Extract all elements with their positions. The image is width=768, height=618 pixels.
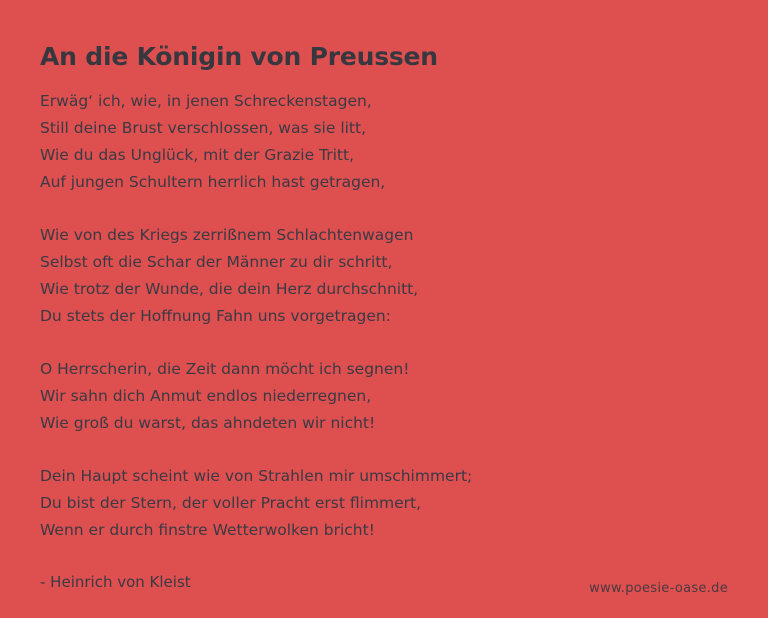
poem-line: Erwäg‘ ich, wie, in jenen Schreckenstagen,: [40, 92, 372, 110]
stanza-4: [40, 463, 728, 544]
stanza-3: [40, 356, 728, 437]
poem-line: Du bist der Stern, der voller Pracht erst flimmert,: [40, 494, 422, 512]
stanza-1: [40, 88, 728, 196]
poem-line: Wie trotz der Wunde, die dein Herz durchschnitt,: [40, 280, 419, 298]
page-title: An die Königin von Preussen: [40, 42, 438, 71]
poem-line: Selbst oft die Schar der Männer zu dir schritt,: [40, 253, 393, 271]
poem-line: Auf jungen Schultern herrlich hast getragen,: [40, 173, 386, 191]
poem-line: Wenn er durch finstre Wetterwolken bricht!: [40, 521, 375, 539]
poem-line: O Herrscherin, die Zeit dann möcht ich segnen!: [40, 360, 410, 378]
poem-line: Wie du das Unglück, mit der Grazie Tritt,: [40, 146, 354, 164]
poem-author: - Heinrich von Kleist: [40, 573, 191, 591]
poem-line: Wie groß du warst, das ahndeten wir nicht!: [40, 414, 376, 432]
site-credit: www.poesie-oase.de: [589, 581, 728, 596]
poem-line: Wie von des Kriegs zerrißnem Schlachtenwagen: [40, 226, 414, 244]
poem-line: Wir sahn dich Anmut endlos niederregnen,: [40, 387, 372, 405]
poem-line: Du stets der Hoffnung Fahn uns vorgetragen:: [40, 307, 391, 325]
stanza-2: [40, 222, 728, 330]
poem-line: Dein Haupt scheint wie von Strahlen mir umschimmert;: [40, 467, 473, 485]
poem-line: Still deine Brust verschlossen, was sie litt,: [40, 119, 367, 137]
